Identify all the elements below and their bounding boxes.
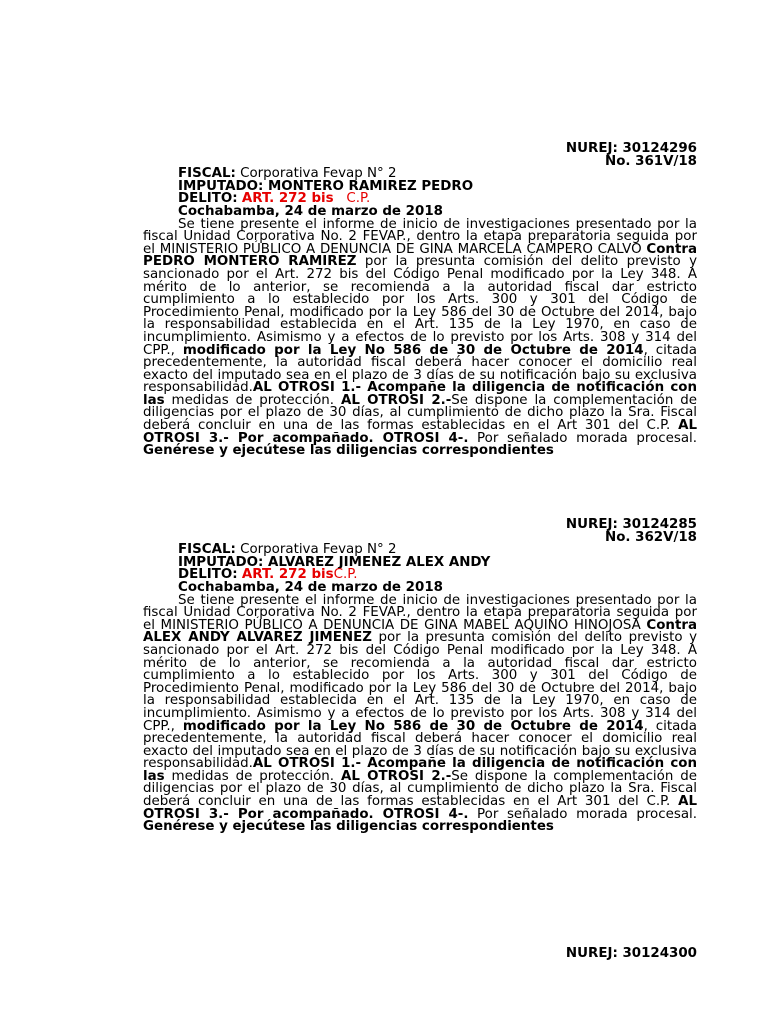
imputado-line: IMPUTADO: ALVAREZ JIMENEZ ALEX ANDY: [178, 554, 491, 570]
body-part-4: medidas de protección.: [164, 392, 341, 408]
body-part-5: Se dispone la complementación de diligencias por el plazo de 30 días, al cumplimiento de dicho plazo la Sra. Fiscal deberá concluir en una de las formas establecidas en el Art 301 del C.P.: [143, 392, 697, 434]
imputado-line: IMPUTADO: MONTERO RAMIREZ PEDRO: [178, 178, 474, 194]
date-line: Cochabamba, 24 de marzo de 2018: [178, 579, 443, 595]
fiscal-value: Corporativa Fevap N° 2: [235, 166, 397, 182]
delito-article: ART. 272 bis: [241, 567, 334, 583]
body-part-3: , citada precedentemente, la autoridad fiscal deberá hacer conocer el domicilio real exacto del imputado sea en el plazo de 3 días de su notificación bajo su exclusiva responsabilidad.: [143, 342, 697, 396]
nurej-number: NUREJ: 30124300: [565, 946, 697, 961]
otrosi-1: AL OTROSI 1.- Acompañe la diligencia de notificación con las: [143, 380, 697, 408]
otrosi-2: AL OTROSI 2.-: [340, 768, 452, 784]
resolution-number: No. 362V/18: [605, 529, 697, 545]
fiscal-label: FISCAL:: [178, 542, 236, 558]
otrosi-1: AL OTROSI 1.- Acompañe la diligencia de notificación con las: [143, 756, 697, 784]
body-part-4: medidas de protección.: [164, 768, 341, 784]
resolution-number: No. 361V/18: [605, 153, 697, 169]
resolution-entry-1: [143, 143, 697, 458]
body-part-1: Se tiene presente el informe de inicio de investigaciones presentado por la fiscal Unidad Corporativa No. 2 FEVAP., dentro la etapa preparatoria seguida por el MINISTERIO PÚBLICO A DENUNCIA DE GINA MARCELA CAMPERO CALVO: [143, 216, 697, 257]
ley-reference: modificado por la Ley No 586 de 30 de Octubre de 2014: [182, 718, 644, 734]
delito-label: DELITO:: [178, 191, 238, 207]
body-part-6: Por señalado morada procesal.: [468, 806, 697, 822]
closing-order: Genérese y ejecútese las diligencias correspondientes: [143, 819, 554, 835]
delito-code: C.P.: [333, 567, 358, 583]
nurej-number: NUREJ: 30124285: [565, 517, 697, 532]
resolution-body: [143, 216, 698, 459]
body-part-3: , citada precedentemente, la autoridad fiscal deberá hacer conocer el domicilio real exacto del imputado sea en el plazo de 3 días de su notificación bajo su exclusiva responsabilidad.: [143, 718, 697, 772]
contra-party: Contra PEDRO MONTERO RAMIREZ: [143, 241, 697, 270]
resolution-body: [143, 592, 697, 835]
body-part-2: por la presunta comisión del delito previsto y sancionado por el Art. 272 bis del Código Penal modificado por la Ley 348. A mérito de lo anterior, se recomienda a la autoridad fiscal dar estricto cumplimiento a lo establecido por los Arts. 300 y 301 del Código de Procedimiento Penal, modificado por la Ley 586 del 30 de Octubre del 2014, bajo la responsabilidad establecida en el Art. 135 de la Ley 1970, en caso de incumplimiento. Asimismo y a efectos de lo previsto por los Arts. 308 y 314 del CPP.,: [143, 630, 697, 734]
delito-label: DELITO:: [178, 567, 238, 583]
otrosi-3: AL OTROSI 3.- Por acompañado. OTROSI 4-.: [143, 418, 697, 446]
closing-order: Genérese y ejecútese las diligencias correspondientes: [143, 443, 554, 459]
date-line: Cochabamba, 24 de marzo de 2018: [178, 203, 443, 219]
resolution-entry-3: [143, 948, 697, 961]
body-part-6: Por señalado morada procesal.: [468, 430, 697, 446]
resolution-entry-2: [143, 519, 697, 834]
fiscal-value: Corporativa Fevap N° 2: [235, 542, 397, 558]
ley-reference: modificado por la Ley No 586 de 30 de Octubre de 2014: [182, 342, 644, 358]
otrosi-3: AL OTROSI 3.- Por acompañado. OTROSI 4-.: [143, 794, 697, 822]
body-part-1: Se tiene presente el informe de inicio de investigaciones presentado por la fiscal Unidad Corporativa No. 2 FEVAP., dentro la etapa preparatoria seguida por el MINISTERIO PÚBLICO A DENUNCIA DE GINA MABEL AQUINO HINOJOSA: [143, 592, 697, 633]
delito-code: C.P.: [346, 191, 371, 207]
fiscal-label: FISCAL:: [178, 166, 236, 182]
body-part-5: Se dispone la complementación de diligencias por el plazo de 30 días, al cumplimiento de dicho plazo la Sra. Fiscal deberá concluir en una de las formas establecidas en el Art 301 del C.P.: [143, 768, 697, 810]
delito-article: ART. 272 bis: [241, 191, 334, 207]
contra-party: Contra ALEX ANDY ALVAREZ JIMENEZ: [143, 617, 697, 646]
body-part-2: por la presunta comisión del delito previsto y sancionado por el Art. 272 bis del Código Penal modificado por la Ley 348. A mérito de lo anterior, se recomienda a la autoridad fiscal dar estricto cumplimiento a lo establecido por los Arts. 300 y 301 del Código de Procedimiento Penal, modificado por la Ley 586 del 30 de Octubre del 2014, bajo la responsabilidad establecida en el Art. 135 de la Ley 1970, en caso de incumplimiento. Asimismo y a efectos de lo previsto por los Arts. 308 y 314 del CPP.,: [143, 254, 698, 358]
otrosi-2: AL OTROSI 2.-: [340, 392, 452, 408]
nurej-number: NUREJ: 30124296: [565, 141, 697, 156]
